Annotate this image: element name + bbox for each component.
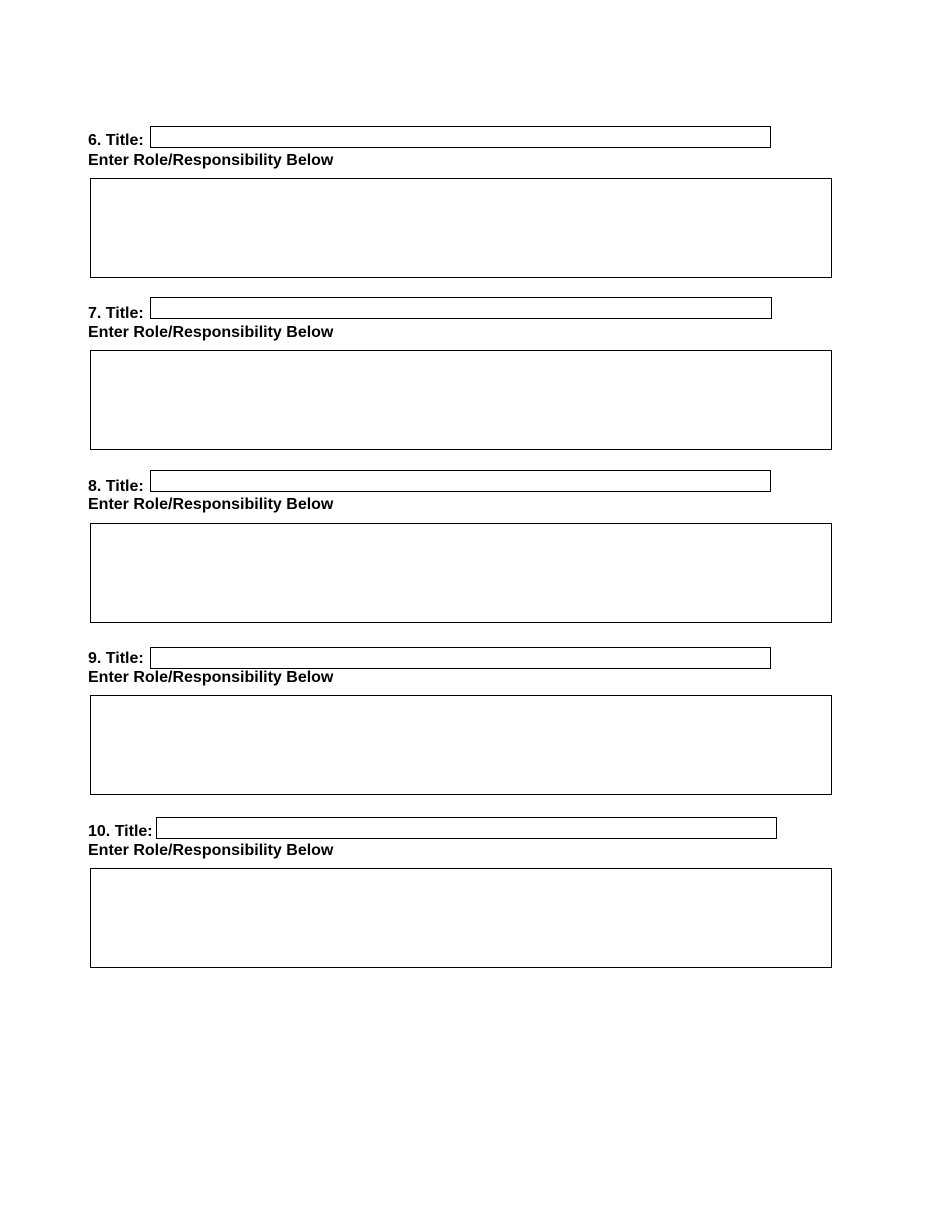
title-label-9: 9. Title: [88, 650, 144, 667]
role-label-6: Enter Role/Responsibility Below [88, 152, 334, 169]
role-responsibility-field-7[interactable] [90, 350, 832, 450]
title-label-6: 6. Title: [88, 132, 144, 149]
title-field-9[interactable] [150, 647, 771, 669]
title-field-8[interactable] [150, 470, 771, 492]
title-field-6[interactable] [150, 126, 771, 148]
role-responsibility-field-9[interactable] [90, 695, 832, 795]
role-label-10: Enter Role/Responsibility Below [88, 842, 334, 859]
title-label-7: 7. Title: [88, 305, 144, 322]
role-label-7: Enter Role/Responsibility Below [88, 324, 334, 341]
role-responsibility-field-10[interactable] [90, 868, 832, 968]
role-responsibility-field-6[interactable] [90, 178, 832, 278]
role-responsibility-field-8[interactable] [90, 523, 832, 623]
role-label-9: Enter Role/Responsibility Below [88, 669, 334, 686]
title-label-10: 10. Title: [88, 823, 153, 840]
title-label-8: 8. Title: [88, 478, 144, 495]
title-field-10[interactable] [156, 817, 777, 839]
role-label-8: Enter Role/Responsibility Below [88, 496, 334, 513]
title-field-7[interactable] [150, 297, 772, 319]
